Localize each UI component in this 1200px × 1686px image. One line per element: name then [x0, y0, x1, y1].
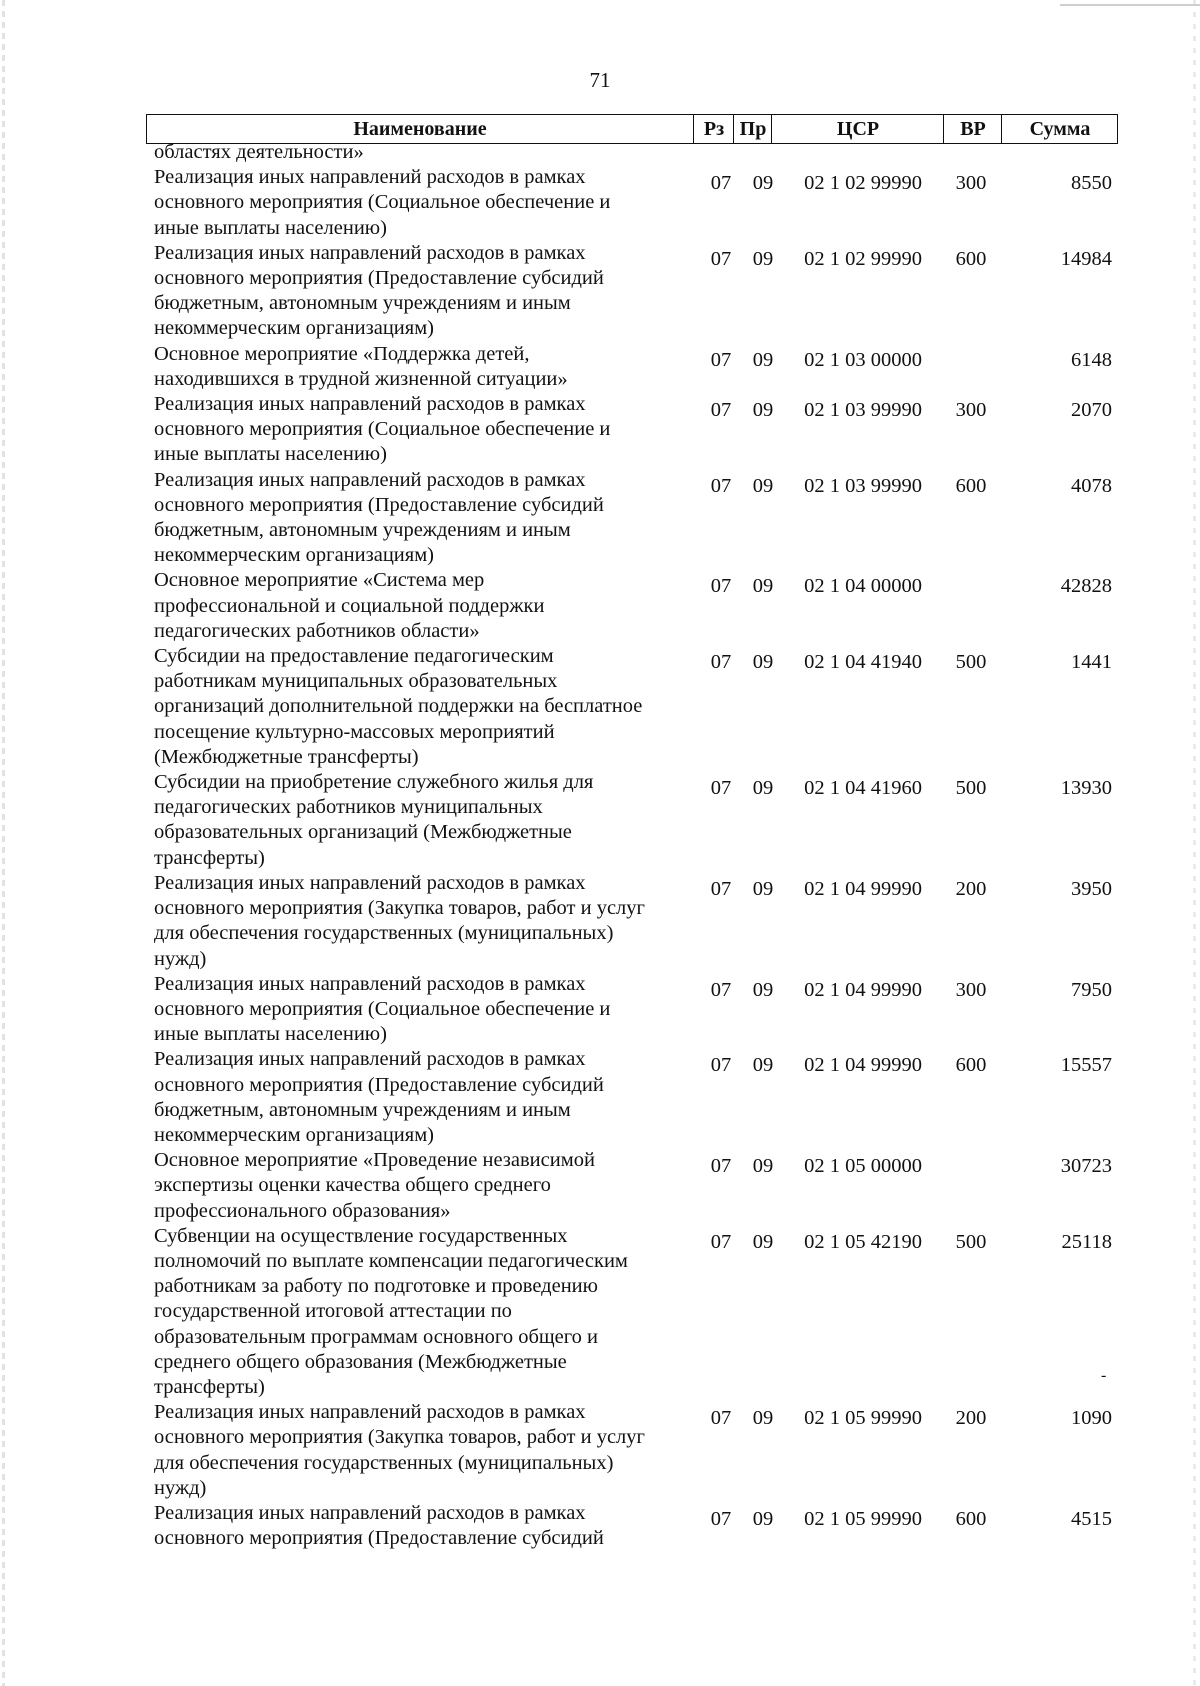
row-csr: 02 1 04 41940 — [804, 651, 922, 674]
row-name-line: образовательных организаций (Межбюджетные — [154, 821, 572, 844]
table-row — [146, 568, 1126, 644]
row-sum: 25118 — [1061, 1230, 1112, 1253]
row-name-line: Реализация иных направлений расходов в рамках — [154, 1048, 586, 1071]
row-name — [146, 1047, 686, 1148]
row-name — [146, 342, 686, 392]
row-rz: 07 — [710, 777, 732, 800]
row-name-line: иные выплаты населению) — [154, 1023, 387, 1046]
row-name-line: основного мероприятия (Предоставление субсидий — [154, 1073, 604, 1096]
row-name-line: профессиональной и социальной поддержки — [154, 594, 545, 617]
row-csr: 02 1 05 99990 — [804, 1507, 922, 1530]
row-name-line: нужд) — [154, 1476, 207, 1499]
table-row — [146, 770, 1126, 871]
table-row — [146, 871, 1126, 972]
header-sum: Сумма — [1029, 117, 1091, 140]
table-row — [146, 468, 1126, 569]
stray-dash-mark: - — [1101, 1367, 1107, 1384]
row-sum: 4078 — [1071, 474, 1112, 497]
row-rz: 07 — [710, 1507, 732, 1530]
row-name-line: иные выплаты населению) — [154, 216, 387, 239]
row-pr: 09 — [752, 978, 774, 1001]
scan-edge-left — [2, 0, 5, 1686]
row-vr: 600 — [955, 1507, 987, 1530]
row-name-line: основного мероприятия (Предоставление субсидий — [154, 267, 604, 290]
table-row — [146, 1400, 1126, 1501]
row-name-line: работникам муниципальных образовательных — [154, 670, 558, 693]
row-name-line: Реализация иных направлений расходов в рамках — [154, 166, 586, 189]
row-csr: 02 1 02 99990 — [804, 247, 922, 270]
row-name — [146, 770, 686, 871]
row-name-line: основного мероприятия (Социальное обеспечение и — [154, 418, 611, 441]
row-name-line: Субсидии на приобретение служебного жилья для — [154, 771, 594, 794]
row-csr: 02 1 02 99990 — [804, 172, 922, 195]
row-pr: 09 — [752, 877, 774, 900]
row-csr: 02 1 03 99990 — [804, 474, 922, 497]
row-vr: 200 — [955, 877, 987, 900]
row-name — [146, 1501, 686, 1551]
row-csr: 02 1 04 99990 — [804, 1054, 922, 1077]
row-vr: 600 — [955, 247, 987, 270]
row-name-line: основного мероприятия (Предоставление субсидий — [154, 1527, 604, 1550]
header-csr: ЦСР — [836, 117, 880, 140]
row-sum: 3950 — [1071, 877, 1112, 900]
table-row — [146, 1047, 1126, 1148]
row-name-line: Реализация иных направлений расходов в рамках — [154, 393, 586, 416]
row-rz: 07 — [710, 247, 732, 270]
row-name-line: трансферты) — [154, 1375, 265, 1398]
row-name-line: Реализация иных направлений расходов в рамках — [154, 1401, 586, 1424]
row-csr: 02 1 04 99990 — [804, 978, 922, 1001]
header-rz: Рз — [703, 117, 725, 140]
row-name-line: государственной итоговой аттестации по — [154, 1300, 512, 1323]
row-rz: 07 — [710, 978, 732, 1001]
row-name-line: организаций дополнительной поддержки на бесплатное — [154, 695, 643, 718]
row-sum: 7950 — [1071, 978, 1112, 1001]
row-sum: 30723 — [1060, 1155, 1112, 1178]
row-pr: 09 — [752, 172, 774, 195]
row-csr: 02 1 05 42190 — [804, 1230, 922, 1253]
table-row — [146, 165, 1126, 241]
row-name-line: Реализация иных направлений расходов в рамках — [154, 241, 586, 264]
row-vr: 300 — [955, 978, 987, 1001]
row-name-line: среднего общего образования (Межбюджетные — [154, 1350, 567, 1373]
row-vr: 600 — [955, 1054, 987, 1077]
row-pr: 09 — [752, 399, 774, 422]
row-name-line: нужд) — [154, 947, 207, 970]
row-name-line: бюджетным, автономным учреждениям и иным — [154, 1098, 571, 1121]
row-name-line: Основное мероприятие «Проведение независимой — [154, 1149, 595, 1172]
row-name-line: Реализация иных направлений расходов в рамках — [154, 468, 586, 491]
row-rz: 07 — [710, 1155, 732, 1178]
table-row — [146, 644, 1126, 770]
row-name-line: некоммерческим организациям) — [154, 1123, 434, 1146]
row-pr: 09 — [752, 651, 774, 674]
row-vr: 300 — [955, 172, 987, 195]
row-pr: 09 — [752, 1407, 774, 1430]
row-name-line: (Межбюджетные трансферты) — [154, 745, 419, 768]
row-name-line: некоммерческим организациям) — [154, 544, 434, 567]
row-name-line: трансферты) — [154, 846, 265, 869]
row-name-line: Субвенции на осуществление государственных — [154, 1224, 568, 1247]
table-row — [146, 1501, 1126, 1551]
row-rz: 07 — [710, 1230, 732, 1253]
row-name — [146, 1400, 686, 1501]
row-csr: 02 1 03 00000 — [804, 348, 922, 371]
row-name-line: работникам за работу по подготовке и проведению — [154, 1275, 598, 1298]
row-sum: 1441 — [1071, 651, 1112, 674]
row-pr: 09 — [752, 247, 774, 270]
row-name-line: основного мероприятия (Закупка товаров, работ и услуг — [154, 1426, 645, 1449]
row-name-line: основного мероприятия (Социальное обеспечение и — [154, 191, 611, 214]
row-name — [146, 165, 686, 241]
row-name — [146, 1148, 686, 1224]
row-rz: 07 — [710, 172, 732, 195]
row-sum: 6148 — [1071, 348, 1112, 371]
row-name — [146, 392, 686, 468]
row-rz: 07 — [710, 575, 732, 598]
row-name-line: профессионального образования» — [154, 1199, 451, 1222]
row-name-line: педагогических работников области» — [154, 619, 480, 642]
table-row — [146, 972, 1126, 1048]
row-name-line: находившихся в трудной жизненной ситуации» — [154, 367, 568, 390]
row-pr: 09 — [752, 1054, 774, 1077]
row-name-line: основного мероприятия (Закупка товаров, работ и услуг — [154, 897, 645, 920]
row-sum: 42828 — [1060, 575, 1112, 598]
row-name — [146, 241, 686, 342]
table-row — [146, 342, 1126, 392]
row-rz: 07 — [710, 348, 732, 371]
table-row — [146, 1148, 1126, 1224]
table-body — [146, 140, 1126, 1551]
row-pr: 09 — [752, 1507, 774, 1530]
table-row — [146, 140, 1126, 165]
row-pr: 09 — [752, 1155, 774, 1178]
row-rz: 07 — [710, 474, 732, 497]
row-sum: 2070 — [1071, 399, 1112, 422]
row-name-line: Субсидии на предоставление педагогическим — [154, 645, 554, 668]
row-name-line: бюджетным, автономным учреждениям и иным — [154, 292, 571, 315]
row-sum: 4515 — [1071, 1507, 1112, 1530]
row-csr: 02 1 04 41960 — [804, 777, 922, 800]
row-name-line: Основное мероприятие «Поддержка детей, — [154, 342, 530, 365]
row-name — [146, 140, 686, 165]
row-name-line: некоммерческим организациям) — [154, 317, 434, 340]
page-number: 71 — [589, 68, 611, 92]
row-vr: 300 — [955, 399, 987, 422]
row-name — [146, 568, 686, 644]
row-vr: 500 — [955, 1230, 987, 1253]
row-name-line: основного мероприятия (Предоставление субсидий — [154, 493, 604, 516]
row-rz: 07 — [710, 399, 732, 422]
row-sum: 13930 — [1060, 777, 1112, 800]
row-csr: 02 1 05 00000 — [804, 1155, 922, 1178]
row-vr: 500 — [955, 777, 987, 800]
row-name-line: областях деятельности» — [154, 141, 364, 163]
row-pr: 09 — [752, 575, 774, 598]
row-name — [146, 468, 686, 569]
row-name-line: Реализация иных направлений расходов в рамках — [154, 1501, 586, 1524]
row-sum: 14984 — [1060, 247, 1112, 270]
row-name — [146, 972, 686, 1048]
header-name: Наименование — [353, 117, 487, 140]
row-rz: 07 — [710, 1054, 732, 1077]
row-name-line: экспертизы оценки качества общего среднего — [154, 1174, 551, 1197]
row-vr: 600 — [955, 474, 987, 497]
row-vr: 200 — [955, 1407, 987, 1430]
row-name-line: основного мероприятия (Социальное обеспечение и — [154, 997, 611, 1020]
row-rz: 07 — [710, 877, 732, 900]
row-csr: 02 1 05 99990 — [804, 1407, 922, 1430]
table-row — [146, 1224, 1126, 1400]
row-csr: 02 1 04 00000 — [804, 575, 922, 598]
row-pr: 09 — [752, 474, 774, 497]
row-sum: 1090 — [1071, 1407, 1112, 1430]
row-name-line: образовательным программам основного общего и — [154, 1325, 599, 1348]
scan-edge-right — [1193, 0, 1196, 1686]
row-name-line: иные выплаты населению) — [154, 443, 387, 466]
row-name-line: для обеспечения государственных (муниципальных) — [154, 1451, 614, 1474]
row-csr: 02 1 04 99990 — [804, 877, 922, 900]
row-name-line: Основное мероприятие «Система мер — [154, 569, 485, 592]
row-name — [146, 871, 686, 972]
row-name-line: полномочий по выплате компенсации педагогическим — [154, 1249, 628, 1272]
row-name-line: для обеспечения государственных (муниципальных) — [154, 922, 614, 945]
row-name — [146, 644, 686, 770]
row-rz: 07 — [710, 651, 732, 674]
row-pr: 09 — [752, 1230, 774, 1253]
row-name-line: педагогических работников муниципальных — [154, 796, 543, 819]
row-name-line: бюджетным, автономным учреждениям и иным — [154, 519, 571, 542]
row-pr: 09 — [752, 777, 774, 800]
row-sum: 15557 — [1060, 1054, 1112, 1077]
row-name-line: Реализация иных направлений расходов в рамках — [154, 972, 586, 995]
row-csr: 02 1 03 99990 — [804, 399, 922, 422]
header-pr: Пр — [739, 117, 767, 140]
table-row — [146, 392, 1126, 468]
row-rz: 07 — [710, 1407, 732, 1430]
row-pr: 09 — [752, 348, 774, 371]
row-name-line: посещение культурно-массовых мероприятий — [154, 720, 555, 743]
row-name-line: Реализация иных направлений расходов в рамках — [154, 871, 586, 894]
row-sum: 8550 — [1071, 172, 1112, 195]
header-vr: ВР — [960, 117, 986, 140]
scan-top-mark — [1060, 4, 1200, 6]
row-vr: 500 — [955, 651, 987, 674]
table-row — [146, 241, 1126, 342]
row-name — [146, 1224, 686, 1400]
